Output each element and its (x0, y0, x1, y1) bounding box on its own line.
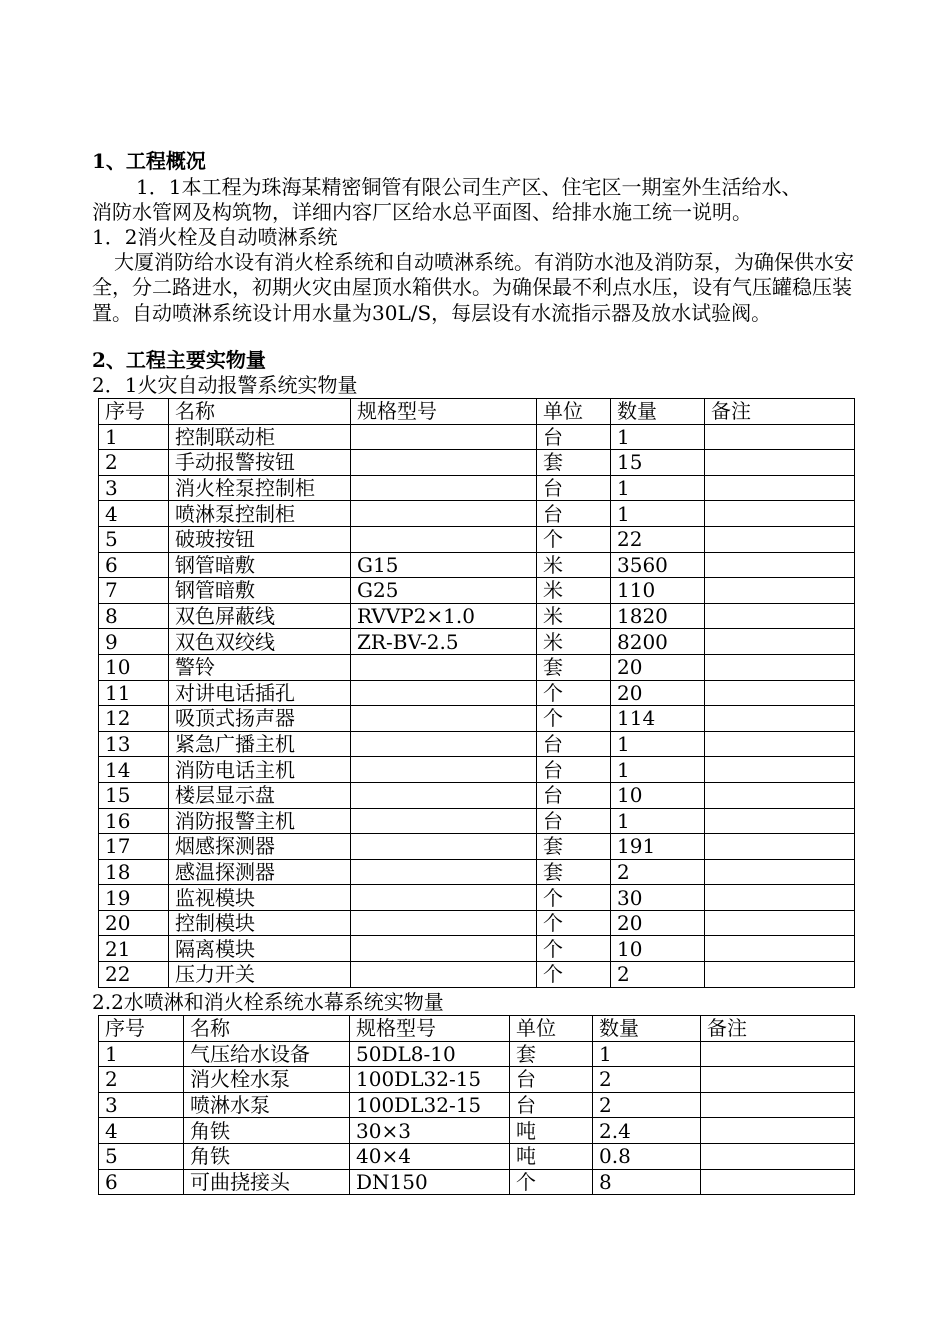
cell-spec (351, 910, 537, 936)
cell-unit: 台 (537, 501, 611, 527)
cell-name: 对讲电话插孔 (169, 680, 351, 706)
cell-remark (705, 808, 855, 834)
cell-name: 消火栓水泵 (184, 1067, 350, 1093)
table-row (99, 1143, 855, 1169)
cell-name: 钢管暗敷 (169, 578, 351, 604)
cell-name: 监视模块 (169, 885, 351, 911)
cell-unit: 套 (537, 859, 611, 885)
cell-remark (705, 782, 855, 808)
cell-unit: 个 (537, 706, 611, 732)
header-cell-unit: 单位 (510, 1016, 593, 1042)
cell-spec: DN150 (350, 1169, 510, 1195)
cell-name: 喷淋水泵 (184, 1092, 350, 1118)
cell-quantity: 1 (611, 424, 705, 450)
cell-unit: 个 (537, 910, 611, 936)
cell-unit: 个 (537, 680, 611, 706)
cell-remark (705, 450, 855, 476)
cell-index: 19 (99, 885, 169, 911)
cell-quantity: 2.4 (593, 1118, 701, 1144)
cell-unit: 台 (537, 782, 611, 808)
cell-index: 3 (99, 1092, 184, 1118)
cell-remark (705, 629, 855, 655)
section1-sub2-title: 1．2消火栓及自动喷淋系统 (92, 225, 338, 249)
table-row (99, 1092, 855, 1118)
table-row (99, 706, 855, 732)
cell-spec: 30×3 (350, 1118, 510, 1144)
cell-name: 烟感探测器 (169, 834, 351, 860)
cell-unit: 个 (537, 885, 611, 911)
cell-unit: 米 (537, 552, 611, 578)
cell-index: 12 (99, 706, 169, 732)
header-cell-name: 名称 (184, 1016, 350, 1042)
cell-name: 紧急广播主机 (169, 731, 351, 757)
cell-spec (351, 808, 537, 834)
table-row (99, 782, 855, 808)
cell-quantity: 1 (611, 475, 705, 501)
cell-unit: 台 (537, 475, 611, 501)
table-row (99, 654, 855, 680)
section1-para2: 大厦消防给水设有消火栓系统和自动喷淋系统。有消防水池及消防泵，为确保供水安全，分二路进水，初期火灾由屋顶水箱供水。为确保最不利点水压，设有气压罐稳压装置。自动喷淋系统设计用水量为30L/S，每层设有水流指示器及放水试验阀。 (92, 250, 854, 325)
cell-remark (701, 1169, 855, 1195)
cell-quantity: 8 (593, 1169, 701, 1195)
table-row (99, 680, 855, 706)
cell-index: 5 (99, 526, 169, 552)
cell-spec (351, 731, 537, 757)
cell-index: 11 (99, 680, 169, 706)
sprinkler-hydrant-quantity-table (98, 1015, 855, 1195)
header-cell-quantity: 数量 (611, 399, 705, 425)
cell-index: 6 (99, 1169, 184, 1195)
section1-para1-line2: 消防水管网及构筑物，详细内容厂区给水总平面图、给排水施工统一说明。 (92, 200, 752, 224)
cell-quantity: 114 (611, 706, 705, 732)
cell-unit: 台 (537, 757, 611, 783)
cell-quantity: 20 (611, 680, 705, 706)
header-cell-index: 序号 (99, 1016, 184, 1042)
cell-index: 1 (99, 1041, 184, 1067)
cell-remark (701, 1092, 855, 1118)
cell-unit: 套 (537, 834, 611, 860)
cell-spec (351, 424, 537, 450)
cell-spec (351, 782, 537, 808)
cell-name: 压力开关 (169, 962, 351, 988)
cell-unit: 台 (510, 1067, 593, 1093)
table-row (99, 834, 855, 860)
section1-heading: 1、工程概况 (92, 149, 206, 173)
cell-index: 20 (99, 910, 169, 936)
cell-name: 控制模块 (169, 910, 351, 936)
table-row (99, 552, 855, 578)
cell-name: 手动报警按钮 (169, 450, 351, 476)
cell-spec: 100DL32-15 (350, 1092, 510, 1118)
cell-index: 1 (99, 424, 169, 450)
cell-quantity: 22 (611, 526, 705, 552)
cell-unit: 台 (537, 808, 611, 834)
cell-index: 2 (99, 1067, 184, 1093)
table-row (99, 501, 855, 527)
cell-quantity: 1 (611, 501, 705, 527)
cell-index: 14 (99, 757, 169, 783)
cell-name: 角铁 (184, 1143, 350, 1169)
cell-spec: 50DL8-10 (350, 1041, 510, 1067)
table-row (99, 731, 855, 757)
cell-index: 10 (99, 654, 169, 680)
cell-quantity: 1820 (611, 603, 705, 629)
cell-quantity: 2 (593, 1092, 701, 1118)
cell-spec (351, 885, 537, 911)
cell-remark (705, 424, 855, 450)
table-row (99, 450, 855, 476)
table-header-row (99, 399, 855, 425)
cell-quantity: 1 (611, 808, 705, 834)
cell-remark (705, 962, 855, 988)
table-row (99, 757, 855, 783)
cell-spec (351, 654, 537, 680)
cell-remark (705, 936, 855, 962)
header-cell-quantity: 数量 (593, 1016, 701, 1042)
cell-remark (705, 910, 855, 936)
cell-quantity: 15 (611, 450, 705, 476)
cell-name: 可曲挠接头 (184, 1169, 350, 1195)
cell-unit: 套 (537, 450, 611, 476)
cell-quantity: 30 (611, 885, 705, 911)
table-row (99, 526, 855, 552)
cell-remark (705, 501, 855, 527)
cell-unit: 米 (537, 578, 611, 604)
cell-unit: 台 (537, 424, 611, 450)
table-row (99, 885, 855, 911)
cell-name: 角铁 (184, 1118, 350, 1144)
cell-unit: 米 (537, 603, 611, 629)
cell-remark (701, 1143, 855, 1169)
table-row (99, 424, 855, 450)
cell-spec (351, 962, 537, 988)
cell-remark (705, 834, 855, 860)
cell-index: 18 (99, 859, 169, 885)
cell-quantity: 2 (611, 962, 705, 988)
cell-index: 21 (99, 936, 169, 962)
cell-spec (351, 757, 537, 783)
cell-spec (351, 859, 537, 885)
header-cell-remark: 备注 (705, 399, 855, 425)
cell-quantity: 110 (611, 578, 705, 604)
table-row (99, 808, 855, 834)
cell-remark (705, 578, 855, 604)
cell-unit: 套 (510, 1041, 593, 1067)
cell-unit: 吨 (510, 1118, 593, 1144)
cell-remark (705, 859, 855, 885)
cell-remark (705, 552, 855, 578)
cell-spec (351, 450, 537, 476)
table-row (99, 936, 855, 962)
cell-unit: 台 (510, 1092, 593, 1118)
header-cell-index: 序号 (99, 399, 169, 425)
table-row (99, 1041, 855, 1067)
cell-unit: 个 (537, 936, 611, 962)
table-row (99, 603, 855, 629)
cell-spec (351, 706, 537, 732)
header-cell-unit: 单位 (537, 399, 611, 425)
cell-spec: G15 (351, 552, 537, 578)
table-row (99, 629, 855, 655)
cell-spec (351, 936, 537, 962)
cell-index: 17 (99, 834, 169, 860)
cell-index: 7 (99, 578, 169, 604)
cell-name: 消火栓泵控制柜 (169, 475, 351, 501)
cell-index: 4 (99, 1118, 184, 1144)
cell-quantity: 191 (611, 834, 705, 860)
cell-index: 13 (99, 731, 169, 757)
cell-index: 15 (99, 782, 169, 808)
cell-index: 16 (99, 808, 169, 834)
cell-remark (705, 885, 855, 911)
table-header-row (99, 1016, 855, 1042)
table-row (99, 1169, 855, 1195)
fire-alarm-quantity-table (98, 398, 855, 988)
cell-quantity: 1 (593, 1041, 701, 1067)
cell-name: 控制联动柜 (169, 424, 351, 450)
table-row (99, 475, 855, 501)
cell-quantity: 2 (611, 859, 705, 885)
cell-unit: 台 (537, 731, 611, 757)
section2-heading: 2、工程主要实物量 (92, 348, 266, 372)
cell-remark (705, 731, 855, 757)
cell-unit: 个 (537, 962, 611, 988)
table1-title: 2．1火灾自动报警系统实物量 (92, 373, 358, 397)
cell-remark (705, 706, 855, 732)
table-row (99, 1067, 855, 1093)
cell-spec: RVVP2×1.0 (351, 603, 537, 629)
cell-index: 6 (99, 552, 169, 578)
cell-quantity: 0.8 (593, 1143, 701, 1169)
table-row (99, 859, 855, 885)
cell-name: 感温探测器 (169, 859, 351, 885)
table2-title: 2.2水喷淋和消火栓系统水幕系统实物量 (92, 990, 444, 1014)
cell-name: 吸顶式扬声器 (169, 706, 351, 732)
cell-name: 喷淋泵控制柜 (169, 501, 351, 527)
cell-remark (705, 654, 855, 680)
cell-name: 双色屏蔽线 (169, 603, 351, 629)
cell-name: 楼层显示盘 (169, 782, 351, 808)
cell-remark (701, 1067, 855, 1093)
cell-unit: 米 (537, 629, 611, 655)
cell-quantity: 10 (611, 782, 705, 808)
table-row (99, 910, 855, 936)
cell-quantity: 20 (611, 654, 705, 680)
cell-quantity: 1 (611, 757, 705, 783)
cell-spec (351, 526, 537, 552)
cell-remark (705, 603, 855, 629)
cell-name: 破玻按钮 (169, 526, 351, 552)
cell-name: 警铃 (169, 654, 351, 680)
cell-spec: ZR-BV-2.5 (351, 629, 537, 655)
cell-spec: 100DL32-15 (350, 1067, 510, 1093)
cell-quantity: 3560 (611, 552, 705, 578)
cell-remark (705, 526, 855, 552)
cell-index: 22 (99, 962, 169, 988)
cell-name: 消防电话主机 (169, 757, 351, 783)
cell-quantity: 1 (611, 731, 705, 757)
cell-index: 3 (99, 475, 169, 501)
cell-spec (351, 680, 537, 706)
cell-quantity: 8200 (611, 629, 705, 655)
cell-spec: G25 (351, 578, 537, 604)
cell-index: 5 (99, 1143, 184, 1169)
header-cell-remark: 备注 (701, 1016, 855, 1042)
cell-unit: 吨 (510, 1143, 593, 1169)
cell-index: 9 (99, 629, 169, 655)
cell-unit: 个 (510, 1169, 593, 1195)
cell-remark (705, 757, 855, 783)
cell-name: 双色双绞线 (169, 629, 351, 655)
table-row (99, 1118, 855, 1144)
header-cell-name: 名称 (169, 399, 351, 425)
cell-spec (351, 501, 537, 527)
cell-unit: 个 (537, 526, 611, 552)
cell-index: 8 (99, 603, 169, 629)
cell-name: 钢管暗敷 (169, 552, 351, 578)
table-row (99, 962, 855, 988)
cell-remark (701, 1118, 855, 1144)
cell-name: 气压给水设备 (184, 1041, 350, 1067)
cell-index: 2 (99, 450, 169, 476)
cell-remark (705, 680, 855, 706)
cell-quantity: 20 (611, 910, 705, 936)
cell-quantity: 10 (611, 936, 705, 962)
cell-spec: 40×4 (350, 1143, 510, 1169)
cell-name: 消防报警主机 (169, 808, 351, 834)
cell-unit: 套 (537, 654, 611, 680)
cell-spec (351, 475, 537, 501)
cell-remark (701, 1041, 855, 1067)
cell-remark (705, 475, 855, 501)
cell-spec (351, 834, 537, 860)
header-cell-spec: 规格型号 (351, 399, 537, 425)
section1-para1-line1: 1．1本工程为珠海某精密铜管有限公司生产区、住宅区一期室外生活给水、 (136, 175, 802, 199)
cell-index: 4 (99, 501, 169, 527)
header-cell-spec: 规格型号 (350, 1016, 510, 1042)
cell-quantity: 2 (593, 1067, 701, 1093)
cell-name: 隔离模块 (169, 936, 351, 962)
table-row (99, 578, 855, 604)
